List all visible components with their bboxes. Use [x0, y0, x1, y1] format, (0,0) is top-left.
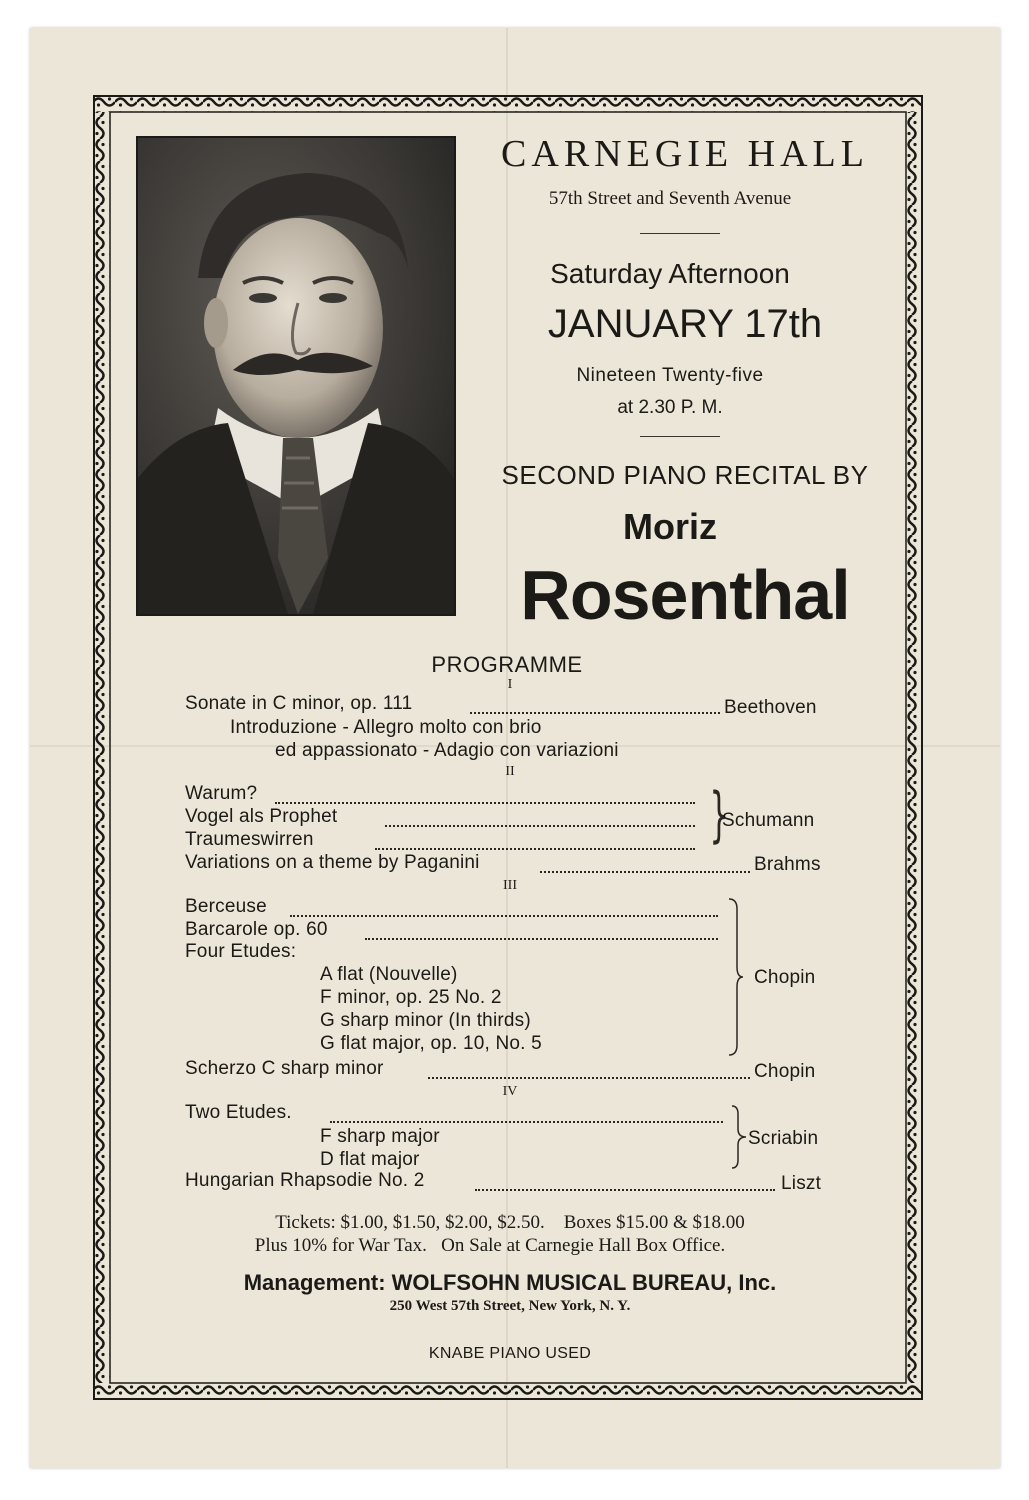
- composer-name: Chopin: [754, 1061, 816, 1082]
- programme-item: Vogel als Prophet: [185, 806, 338, 827]
- composer-name: Liszt: [781, 1173, 822, 1194]
- programme-item: Sonate in C minor, op. 111: [185, 693, 413, 714]
- programme-subitem: A flat (Nouvelle): [320, 964, 458, 985]
- dot-leader: [540, 871, 750, 873]
- programme-item: Barcarole op. 60: [185, 919, 328, 940]
- management-label: Management: WOLFSOHN MUSICAL BUREAU, Inc.: [243, 1270, 777, 1295]
- dot-leader: [275, 802, 695, 804]
- brace: [725, 897, 745, 1057]
- composer-name: Scriabin: [748, 1128, 819, 1149]
- programme-subitem: ed appassionato - Adagio con variazioni: [275, 740, 619, 761]
- programme-item: Warum?: [185, 783, 258, 804]
- portrait-photo: [136, 136, 456, 616]
- event-date: JANUARY 17th: [547, 302, 823, 346]
- dot-leader: [330, 1121, 723, 1123]
- programme-heading: PROGRAMME: [431, 652, 583, 677]
- management-address: 250 West 57th Street, New York, N. Y.: [389, 1298, 631, 1314]
- programme-item: Two Etudes.: [185, 1102, 292, 1123]
- dot-leader: [375, 848, 695, 850]
- section-numeral: II: [505, 764, 515, 779]
- venue-name: CARNEGIE HALL: [501, 133, 869, 175]
- section-numeral: I: [507, 677, 513, 692]
- programme-item: Berceuse: [185, 896, 267, 917]
- recital-title: SECOND PIANO RECITAL BY: [501, 460, 869, 490]
- section-numeral: IV: [502, 1084, 518, 1099]
- performer-first-name: Moriz: [623, 506, 717, 547]
- event-year: Nineteen Twenty-five: [576, 365, 764, 386]
- dot-leader: [290, 915, 718, 917]
- programme-item: Variations on a theme by Paganini: [185, 852, 480, 873]
- divider: [640, 233, 720, 234]
- composer-name: Brahms: [754, 854, 821, 875]
- venue-address: 57th Street and Seventh Avenue: [548, 188, 792, 209]
- programme-item: Scherzo C sharp minor: [185, 1058, 384, 1079]
- dot-leader: [428, 1077, 750, 1079]
- programme-item: Hungarian Rhapsodie No. 2: [185, 1170, 425, 1191]
- brace: }: [709, 780, 729, 850]
- dot-leader: [475, 1189, 775, 1191]
- ticket-tax-info: Plus 10% for War Tax. On Sale at Carnegie Hall Box Office.: [254, 1235, 726, 1256]
- programme-subitem: F sharp major: [320, 1126, 440, 1147]
- divider: [640, 436, 720, 437]
- programme-subitem: G flat major, op. 10, No. 5: [320, 1033, 542, 1054]
- ticket-prices: Tickets: $1.00, $1.50, $2.00, $2.50. Boxes $15.00 & $18.00: [275, 1212, 745, 1233]
- piano-credit: KNABE PIANO USED: [428, 1345, 592, 1362]
- composer-name: Beethoven: [724, 697, 817, 718]
- dot-leader: [385, 825, 695, 827]
- section-numeral: III: [503, 878, 517, 893]
- programme-subitem: D flat major: [320, 1149, 420, 1170]
- dot-leader: [470, 712, 720, 714]
- programme-subitem: G sharp minor (In thirds): [320, 1010, 531, 1031]
- programme-item: Traumeswirren: [185, 829, 314, 850]
- event-day: Saturday Afternoon: [550, 258, 790, 289]
- programme-subitem: F minor, op. 25 No. 2: [320, 987, 502, 1008]
- brace: [728, 1104, 748, 1170]
- programme-item: Four Etudes:: [185, 941, 297, 962]
- composer-name: Chopin: [754, 967, 816, 988]
- performer-last-name: Rosenthal: [520, 556, 850, 634]
- dot-leader: [365, 938, 718, 940]
- composer-name: Schumann: [722, 810, 815, 831]
- portrait-illustration: [138, 138, 454, 614]
- event-time: at 2.30 P. M.: [617, 397, 723, 418]
- programme-subitem: Introduzione - Allegro molto con brio: [230, 717, 542, 738]
